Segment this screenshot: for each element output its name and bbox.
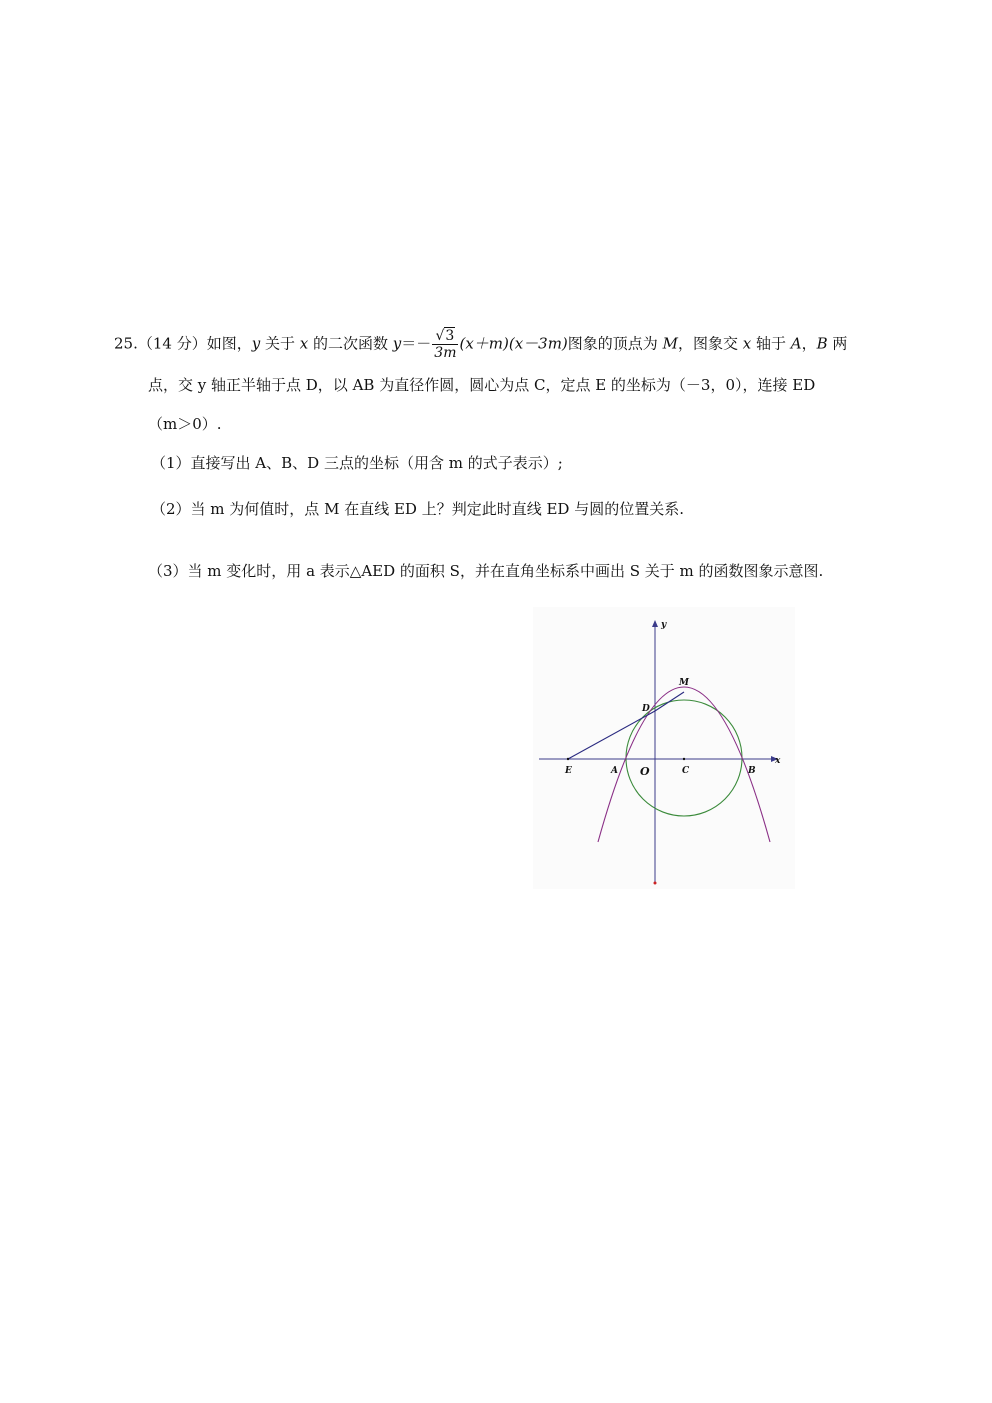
sqrt-symbol: √3 (435, 328, 455, 344)
var-y: y (251, 334, 261, 353)
point-C (683, 758, 685, 760)
var-x: x (742, 334, 752, 353)
label-D: D (642, 704, 650, 714)
var-A: A (790, 334, 802, 353)
label-A: A (611, 766, 618, 776)
label-B: B (748, 766, 756, 776)
var-x: x (299, 334, 309, 353)
text-run: 关于 (260, 334, 300, 353)
part-2: （2）当 m 为何值时，点 M 在直线 ED 上？判定此时直线 ED 与圆的位置关系. (151, 500, 684, 518)
formula-fraction (432, 328, 458, 361)
part-1: （1）直接写出 A、B、D 三点的坐标（用含 m 的式子表示）; (151, 454, 563, 472)
fraction-denominator: 3m (434, 345, 457, 361)
question-number: 25. (114, 334, 138, 353)
radicand: 3 (445, 328, 455, 344)
text-run: ， (801, 334, 817, 353)
var-M: M (662, 334, 678, 353)
question-line-1 (114, 328, 847, 361)
formula-y: y (392, 334, 402, 353)
label-C: C (682, 766, 690, 776)
text-run: ，图象交 (677, 334, 743, 353)
text-run: 两 (827, 334, 848, 353)
question-points: （14 分） (137, 334, 207, 353)
text-run: 如图， (206, 334, 252, 353)
segment-ED (568, 711, 655, 759)
question-line-3: （m＞0）. (148, 415, 222, 433)
label-x: x (775, 756, 781, 766)
text-run: 的二次函数 (308, 334, 393, 353)
geometry-figure (533, 607, 795, 889)
label-y: y (661, 620, 667, 630)
question-line-2: 点，交 y 轴正半轴于点 D，以 AB 为直径作圆，圆心为点 C，定点 E 的坐标为（－3，0），连接 ED (148, 376, 816, 394)
formula-factors: (x＋m)(x－3m) (459, 334, 568, 353)
label-E: E (565, 766, 572, 776)
text-run: 图象的顶点为 (567, 334, 663, 353)
y-axis-bottom-dot (654, 882, 657, 885)
fraction-numerator (432, 328, 458, 345)
var-B: B (816, 334, 828, 353)
label-O: O (640, 765, 650, 778)
text-run: 轴于 (751, 334, 791, 353)
parabola (598, 687, 770, 842)
figure-svg (533, 607, 795, 889)
label-M: M (679, 678, 689, 688)
part-3: （3）当 m 变化时，用 a 表示△AED 的面积 S，并在直角坐标系中画出 S 关于 m 的函数图象示意图. (148, 562, 824, 580)
point-E (567, 758, 569, 760)
formula-equals: ＝－ (401, 334, 432, 353)
segment-DM (655, 692, 684, 711)
